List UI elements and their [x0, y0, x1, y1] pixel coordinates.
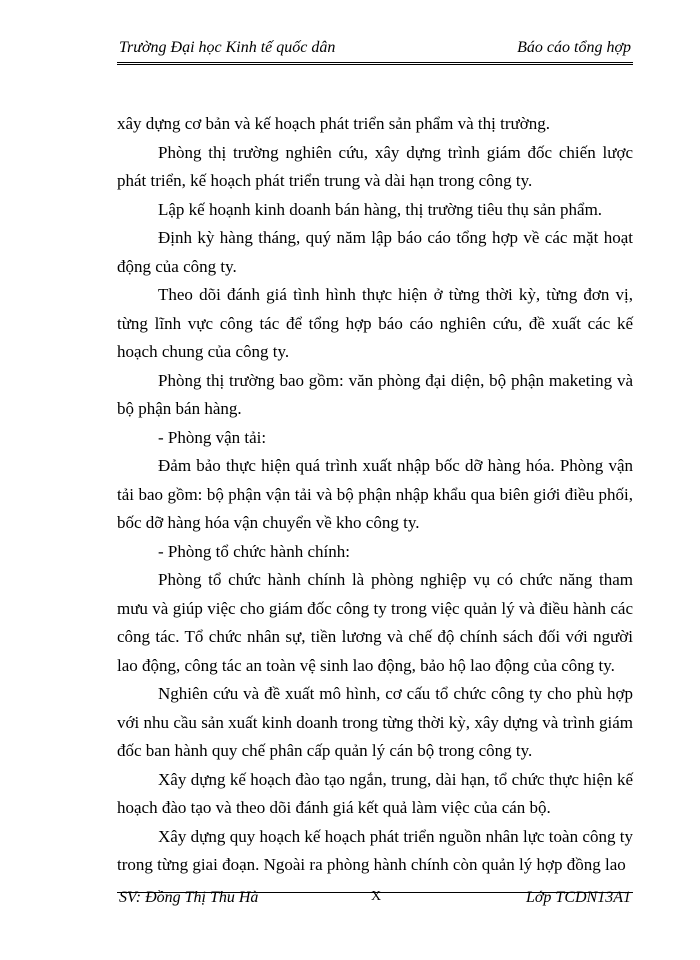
footer-page-marker: X [371, 889, 382, 904]
footer-student-name: SV: Đồng Thị Thu Hà [119, 889, 259, 906]
header-school-name: Trường Đại học Kinh tế quốc dân [119, 39, 336, 56]
paragraph: Lập kế hoạnh kinh doanh bán hàng, thị trường tiêu thụ sản phẩm. [158, 199, 603, 219]
paragraph: Theo dõi đánh giá tình hình thực hiện ở từng thời kỳ, từng đơn vị, từng lĩnh vực công tác để tổng hợp báo cáo nghiên cứu, đề xuất các kế hoạch chung của công ty. [117, 285, 633, 361]
paragraph: Phòng thị trường bao gồm: văn phòng đại diện, bộ phận maketing và bộ phận bán hàng. [117, 370, 633, 418]
document-body [117, 110, 633, 880]
paragraph: Đảm bảo thực hiện quá trình xuất nhập bốc dỡ hàng hóa. Phòng vận tải bao gồm: bộ phận vận tải và bộ phận nhập khẩu qua biên giới điều phối, bốc dỡ hàng hóa vận chuyển về kho công ty. [117, 456, 633, 532]
paragraph: Định kỳ hàng tháng, quý năm lập báo cáo tổng hợp về các mặt hoạt động của công ty. [117, 228, 633, 276]
paragraph: Phòng tổ chức hành chính là phòng nghiệp vụ có chức năng tham mưu và giúp việc cho giám đốc công ty trong việc quản lý và điều hành các công tác. Tổ chức nhân sự, tiền lương và chế độ chính sách đối với người lao động, công tác an toàn vệ sinh lao động, bảo hộ lao động của công ty. [117, 570, 633, 675]
page-header [117, 36, 633, 65]
paragraph: Phòng thị trường nghiên cứu, xây dựng trình giám đốc chiến lược phát triển, kế hoạch phát triển trung và dài hạn trong công ty. [117, 142, 633, 190]
paragraph: xây dựng cơ bản và kế hoạch phát triển sản phẩm và thị trường. [117, 114, 550, 133]
section-heading: - Phòng tổ chức hành chính: [158, 541, 350, 561]
page-footer [117, 889, 633, 915]
paragraph: Nghiên cứu và đề xuất mô hình, cơ cấu tổ chức công ty cho phù hợp với nhu cầu sản xuất kinh doanh trong từng thời kỳ, xây dựng và trình giám đốc ban hành quy chế phân cấp quản lý cán bộ trong công ty. [117, 684, 633, 760]
paragraph: Xây dựng kế hoạch đào tạo ngắn, trung, dài hạn, tổ chức thực hiện kế hoạch đào tạo và theo dõi đánh giá kết quả làm việc của cán bộ. [117, 769, 633, 817]
section-heading: - Phòng vận tải: [158, 427, 267, 447]
footer-class-code: Lớp TCDN13A1 [525, 889, 631, 906]
header-report-title: Báo cáo tổng hợp [517, 39, 631, 56]
paragraph: Xây dựng quy hoạch kế hoạch phát triển nguồn nhân lực toàn công ty trong từng giai đoạn. Ngoài ra phòng hành chính còn quản lý hợp đồng lao [117, 826, 633, 874]
